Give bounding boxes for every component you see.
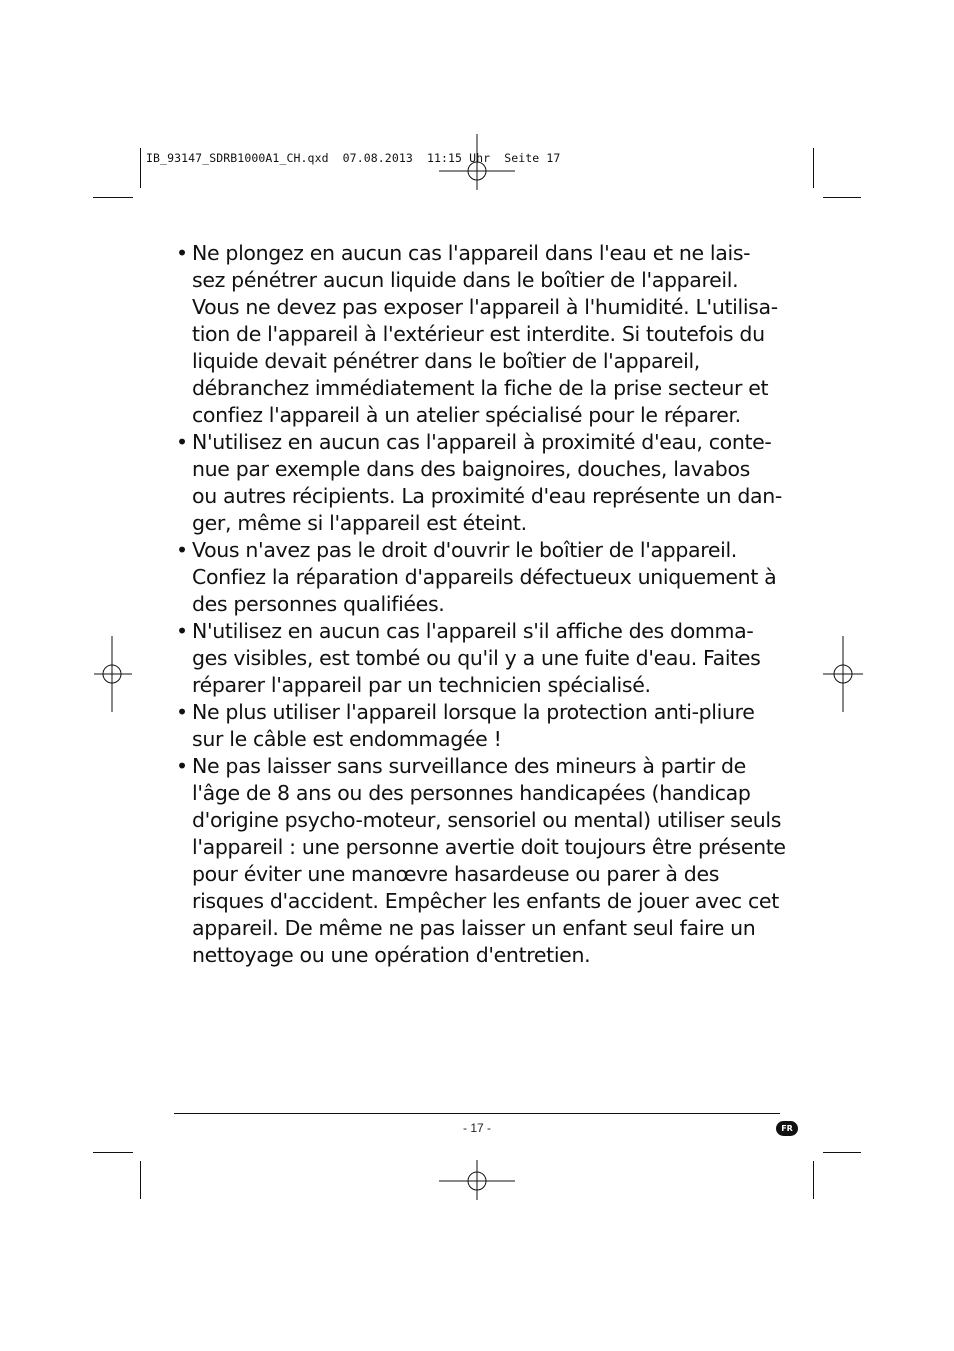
registration-mark-bottom-icon [439,1160,515,1236]
footer-rule [174,1113,780,1114]
safety-item-text: N'utilisez en aucun cas l'appareil s'il affiche des domma- ges visibles, est tombé ou qu'il y a une fuite d'eau. Faites réparer l'appareil par un technicien spécialisé. [192,619,761,697]
safety-item [174,699,786,753]
safety-item [174,240,786,429]
safety-item-text: Ne pas laisser sans surveillance des mineurs à partir de l'âge de 8 ans ou des personnes handicapées (handicap d'origine psycho-moteur, sensoriel ou mental) utiliser seuls l'appareil : une personne avertie doit toujours être présente pour éviter une manœvre hasardeuse ou parer à des risques d'accident. Empêcher les enfants de jouer avec cet appareil. De même ne pas laisser un enfant seul faire un nettoyage ou une opération d'entretien. [192,754,786,967]
print-slug: IB_93147_SDRB1000A1_CH.qxd 07.08.2013 11:15 Uhr Seite 17 [146,151,561,165]
crop-mark-top-left-vertical [140,148,141,188]
crop-mark-top-left-horizontal [93,197,133,198]
bullet: • [176,754,188,778]
language-badge: FR [776,1121,798,1136]
bullet: • [176,700,188,724]
registration-mark-top-icon [439,134,515,210]
safety-item [174,429,786,537]
bullet: • [176,619,188,643]
safety-item-text: Ne plus utiliser l'appareil lorsque la protection anti-pliure sur le câble est endommagée ! [192,700,755,751]
safety-item [174,537,786,618]
crop-mark-bottom-right-horizontal [823,1152,861,1153]
crop-mark-bottom-left-horizontal [93,1152,133,1153]
safety-item-text: Ne plongez en aucun cas l'appareil dans l'eau et ne lais- sez pénétrer aucun liquide dans le boîtier de l'appareil. Vous ne devez pas exposer l'appareil à l'humidité. L'utilisa- tion de l'appareil à l'extérieur est interdite. Si toutefois du liquide devait pénétrer dans le boîtier de l'appareil, débranchez immédiatement la fiche de la prise secteur et confiez l'appareil à un atelier spécialisé pour le réparer. [192,241,778,427]
bullet: • [176,538,188,562]
crop-mark-top-right-horizontal [823,197,861,198]
crop-mark-top-right-vertical [813,148,814,188]
crop-mark-bottom-left-vertical [140,1161,141,1199]
registration-mark-left-icon [74,636,150,712]
safety-item-text: N'utilisez en aucun cas l'appareil à proximité d'eau, conte- nue par exemple dans des baignoires, douches, lavabos ou autres récipients. La proximité d'eau représente un dan- ger, même si l'appareil est éteint. [192,430,782,535]
safety-item [174,753,786,969]
crop-mark-bottom-right-vertical [813,1161,814,1199]
safety-instructions [174,240,786,969]
registration-mark-right-icon [805,636,881,712]
safety-item-text: Vous n'avez pas le droit d'ouvrir le boîtier de l'appareil. Confiez la réparation d'appareils défectueux uniquement à des personnes qualifiées. [192,538,777,616]
safety-item [174,618,786,699]
bullet: • [176,241,188,265]
bullet: • [176,430,188,454]
page-number: - 17 - [462,1121,491,1135]
